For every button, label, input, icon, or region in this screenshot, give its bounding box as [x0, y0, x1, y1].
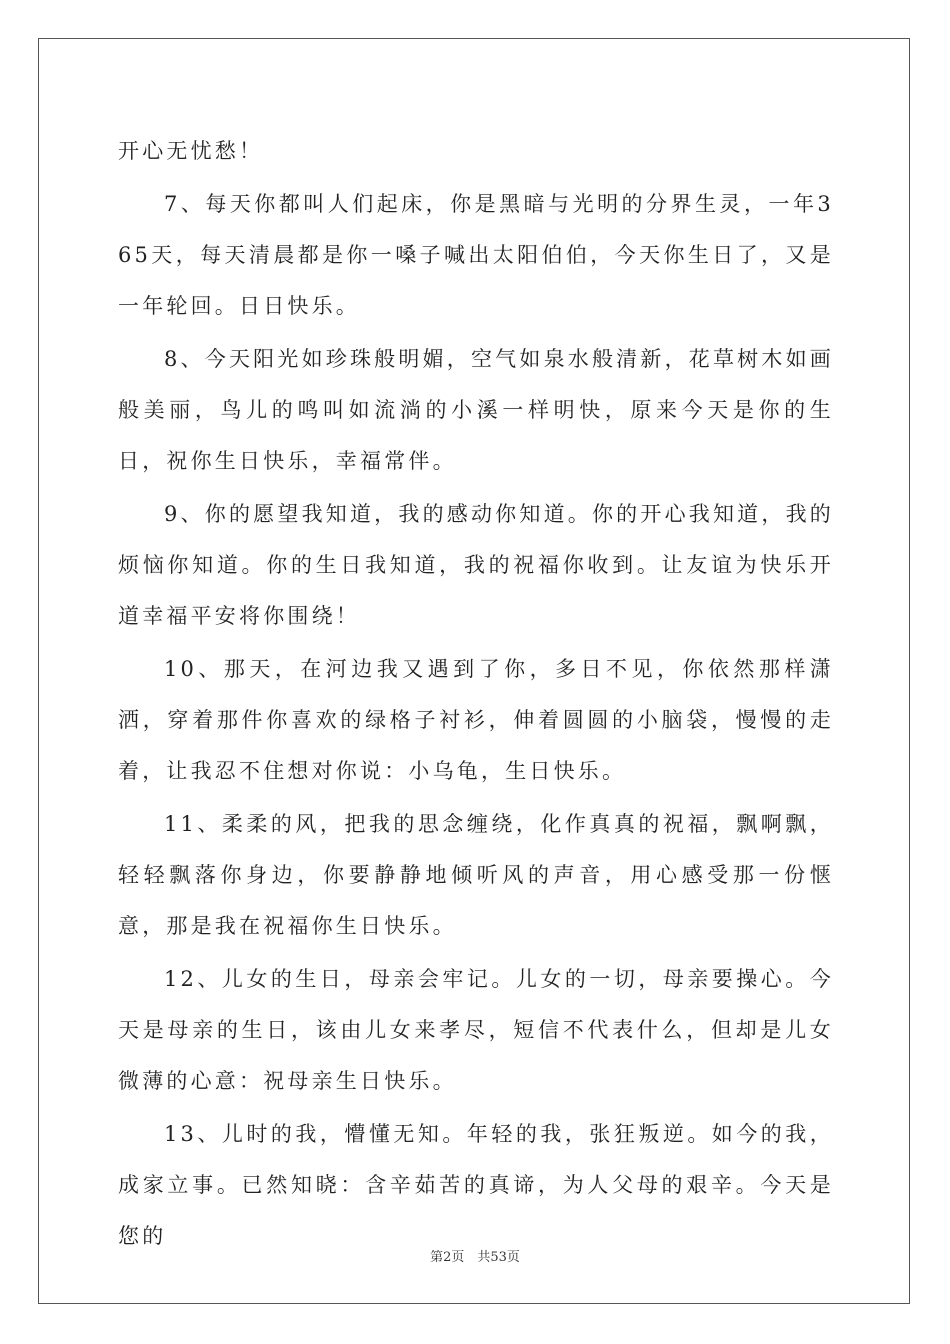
- paragraph-item-11: 11、柔柔的风，把我的思念缠绕，化作真真的祝福，飘啊飘，轻轻飘落你身边，你要静静地倾听风的声音，用心感受那一份惬意，那是我在祝福你生日快乐。: [118, 812, 834, 938]
- document-body: [118, 126, 834, 1262]
- paragraph-item-7: 7、每天你都叫人们起床，你是黑暗与光明的分界生灵，一年365天，每天清晨都是你一嗓子喊出太阳伯伯，今天你生日了，又是一年轮回。日日快乐。: [118, 192, 834, 318]
- paragraph-item-8: 8、今天阳光如珍珠般明媚，空气如泉水般清新，花草树木如画般美丽，鸟儿的鸣叫如流淌的小溪一样明快，原来今天是你的生日，祝你生日快乐，幸福常伴。: [118, 347, 834, 473]
- paragraph-item-13: 13、儿时的我，懵懂无知。年轻的我，张狂叛逆。如今的我，成家立事。已然知晓：含辛茹苦的真谛，为人父母的艰辛。今天是您的: [118, 1122, 834, 1248]
- paragraph-item-12: 12、儿女的生日，母亲会牢记。儿女的一切，母亲要操心。今天是母亲的生日，该由儿女来孝尽，短信不代表什么，但却是儿女微薄的心意：祝母亲生日快乐。: [118, 967, 834, 1093]
- paragraph-continuation: 开心无忧愁！: [118, 139, 264, 163]
- paragraph-item-10: 10、那天，在河边我又遇到了你，多日不见，你依然那样潇洒，穿着那件你喜欢的绿格子衬衫，伸着圆圆的小脑袋，慢慢的走着，让我忍不住想对你说：小乌龟，生日快乐。: [118, 657, 834, 783]
- paragraph-item-9: 9、你的愿望我知道，我的感动你知道。你的开心我知道，我的烦恼你知道。你的生日我知道，我的祝福你收到。让友谊为快乐开道幸福平安将你围绕！: [118, 502, 834, 628]
- page-number-footer: 第2页 共53页: [430, 1250, 520, 1265]
